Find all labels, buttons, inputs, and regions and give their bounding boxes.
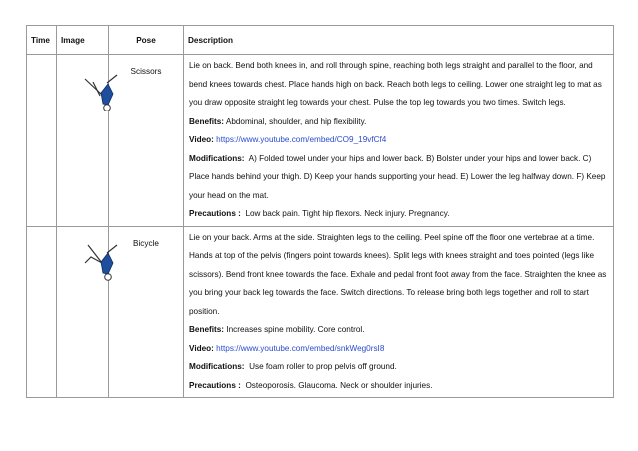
precautions-text: Low back pain. Tight hip flexors. Neck injury. Pregnancy.: [245, 209, 450, 218]
precautions-label: Precautions :: [189, 380, 241, 390]
bicycle-pose-illustration: [81, 241, 125, 281]
header-pose: Pose: [109, 26, 184, 55]
modifications-label: Modifications:: [189, 153, 245, 163]
header-row: [27, 26, 614, 55]
image-cell: [57, 226, 109, 398]
pose-name: Scissors: [109, 55, 184, 227]
modifications-line: [189, 150, 609, 206]
table-row: [27, 226, 614, 398]
benefits-line: [189, 321, 609, 340]
benefits-label: Benefits:: [189, 325, 225, 334]
precautions-text: Osteoporosis. Glaucoma. Neck or shoulder injuries.: [245, 380, 433, 390]
modifications-text: A) Folded towel under your hips and lower back. B) Bolster under your hips and lower back. C) Place hands behind your thigh. D) Keep your hands supporting your head. E) Lower the leg halfway down. F) Keep your head on the mat.: [189, 153, 606, 200]
exercise-table: [26, 25, 614, 398]
description-text: Lie on your back. Arms at the side. Straighten legs to the ceiling. Peel spine off the floor one vertebrae at a time. Hands at top of the pelvis (fingers point towards knees). Split legs with knees straight and toes pointed (legs like scissors). Bend front knee towards the face. Exhale and pedal front foot away from the face. Straighten the knee as you bring your back leg towards the face. Switch directions. To release bring both legs together and roll to start position.: [189, 232, 607, 316]
modifications-text: Use foam roller to prop pelvis off ground.: [249, 362, 397, 371]
time-cell: [27, 55, 57, 227]
image-cell: [57, 55, 109, 227]
modifications-line: [189, 358, 609, 377]
benefits-line: [189, 113, 609, 132]
precautions-line: [189, 205, 609, 224]
scissors-pose-illustration: [81, 71, 125, 111]
benefits-text: Abdominal, shoulder, and hip flexibility.: [225, 116, 367, 126]
video-link[interactable]: https://www.youtube.com/embed/CO9_19vfCf4: [216, 135, 387, 144]
header-description: Description: [184, 26, 614, 55]
description-text: Lie on back. Bend both knees in, and roll through spine, reaching both legs straight and parallel to the floor, and bend knees towards chest. Place hands high on back. Reach both legs to ceiling. Lower one straight leg to mat as you draw opposite straight leg towards your chest. Pulse the top leg towards you two times. Switch legs.: [189, 61, 602, 107]
description-cell: [184, 226, 614, 398]
video-line: [189, 131, 609, 150]
benefits-label: Benefits:: [189, 116, 225, 126]
table-row: [27, 55, 614, 227]
video-line: [189, 340, 609, 359]
header-time: Time: [27, 26, 57, 55]
header-image: Image: [57, 26, 109, 55]
description-cell: [184, 55, 614, 227]
time-cell: [27, 226, 57, 398]
video-label: Video:: [189, 135, 214, 144]
pose-name: Bicycle: [109, 226, 184, 398]
modifications-label: Modifications:: [189, 362, 245, 371]
video-link[interactable]: https://www.youtube.com/embed/snkWeg0rsI8: [216, 343, 385, 353]
precautions-label: Precautions :: [189, 209, 241, 218]
precautions-line: [189, 377, 609, 396]
benefits-text: Increases spine mobility. Core control.: [226, 325, 365, 334]
video-label: Video:: [189, 343, 214, 353]
